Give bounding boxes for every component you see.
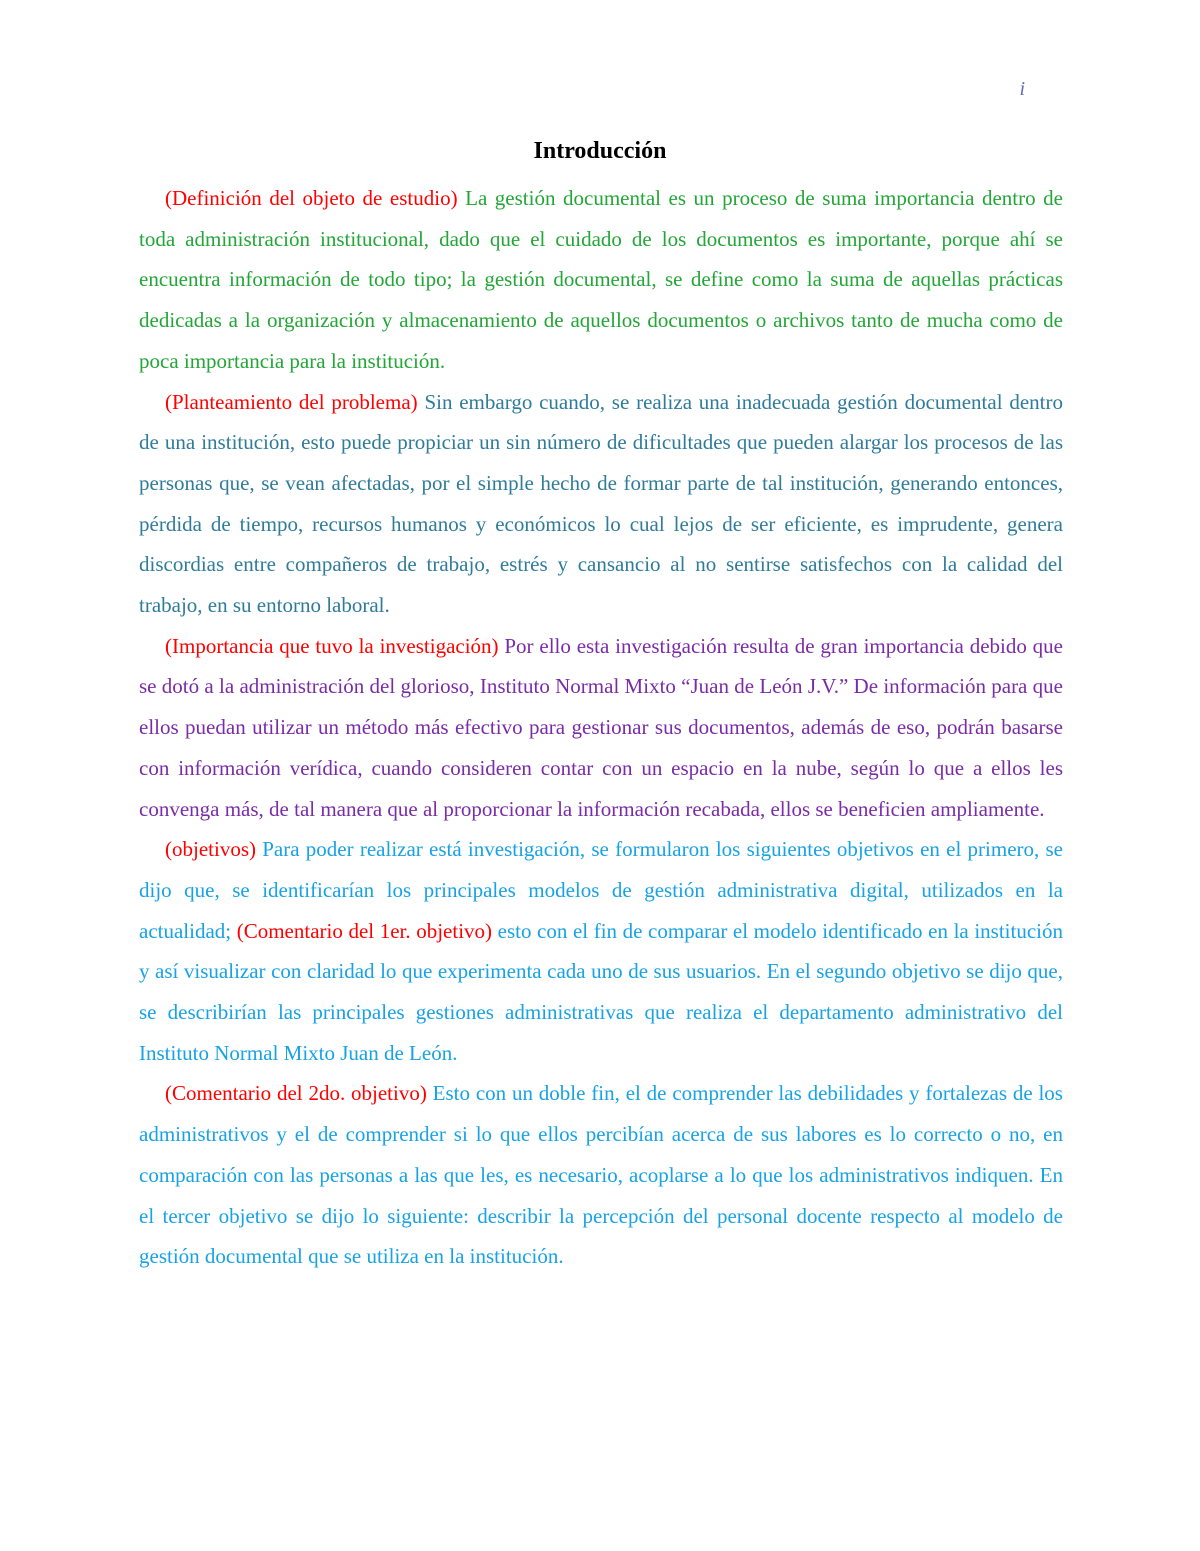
paragraph-text: La gestión documental es un proceso de suma importancia dentro de toda administración institucional, dado que el cuidado de los documentos es importante, porque ahí se encuentra información de todo tipo; la gestión documental, se define como la suma de aquellas prácticas dedicadas a la organización y almacenamiento de aquellos documentos o archivos tanto de mucha como de poca importancia para la institución. bbox=[139, 186, 1063, 373]
section-title: Introducción bbox=[533, 138, 667, 164]
paragraph-text: esto con el fin de comparar el modelo identificado en la institución y así visualizar con claridad lo que experimenta cada uno de sus usuarios. En el segundo objetivo se dijo que, se describirían las principales gestiones administrativas que realiza el departamento administrativo del Instituto Normal Mixto Juan de León. bbox=[139, 918, 1063, 1065]
paragraph-text: Esto con un doble fin, el de comprender las debilidades y fortalezas de los administrativos y el de comprender si lo que ellos percibían acerca de sus labores es lo correcto o no, en comparación con las personas a las que les, es necesario, acoplarse a lo que los administrativos indiquen. En el tercer objetivo se dijo lo siguiente: describir la percepción del personal docente respecto al modelo de gestión documental que se utiliza en la institución. bbox=[139, 1081, 1063, 1269]
document-body bbox=[139, 178, 1063, 1277]
paragraph-problem bbox=[139, 382, 1063, 626]
paragraph-label: (objetivos) bbox=[165, 837, 256, 862]
paragraph-text: Para poder realizar está investigación, se formularon los siguientes objetivos en el primero, se dijo que, se identificarían los principales modelos de gestión administrativa digital, utilizados en la actualidad; bbox=[139, 837, 1063, 943]
paragraph-text: Sin embargo cuando, se realiza una inadecuada gestión documental dentro de una institución, esto puede propiciar un sin número de dificultades que pueden alargar los procesos de las personas que, se vean afectadas, por el simple hecho de formar parte de tal institución, generando entonces, pérdida de tiempo, recursos humanos y económicos lo cual lejos de ser eficiente, es imprudente, genera discordias entre compañeros de trabajo, estrés y cansancio al no sentirse satisfechos con la calidad del trabajo, en su entorno laboral. bbox=[139, 389, 1063, 618]
paragraph-second-objective bbox=[139, 1073, 1063, 1277]
paragraph-importance bbox=[139, 626, 1063, 830]
paragraph-label: (Importancia que tuvo la investigación) bbox=[165, 633, 499, 658]
comment-label: (Comentario del 2do. objetivo) bbox=[165, 1081, 427, 1106]
paragraph-definition bbox=[139, 178, 1063, 382]
page-number: i bbox=[1019, 78, 1025, 100]
paragraph-objectives bbox=[139, 829, 1063, 1073]
paragraph-label: (Planteamiento del problema) bbox=[165, 389, 418, 414]
paragraph-label: (Definición del objeto de estudio) bbox=[165, 186, 458, 210]
paragraph-text: Por ello esta investigación resulta de gran importancia debido que se dotó a la administración del glorioso, Instituto Normal Mixto “Juan de León J.V.” De información para que ellos puedan utilizar un método más efectivo para gestionar sus documentos, además de eso, podrán basarse con información verídica, cuando consideren contar con un espacio en la nube, según lo que a ellos les convenga más, de tal manera que al proporcionar la información recabada, ellos se beneficien ampliamente. bbox=[139, 633, 1063, 821]
comment-label: (Comentario del 1er. objetivo) bbox=[236, 918, 493, 943]
